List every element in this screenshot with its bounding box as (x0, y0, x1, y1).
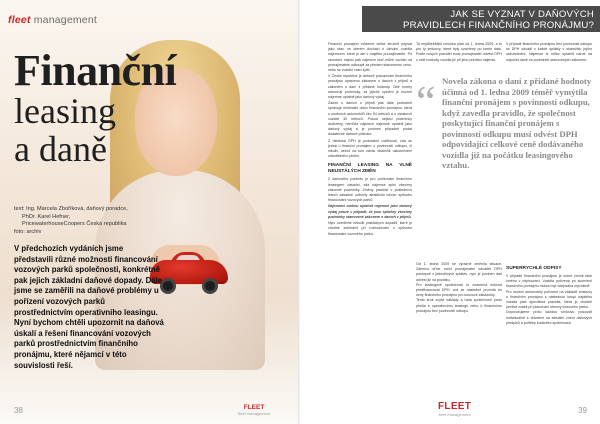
subheading: FINANČNÍ LEASING NA VLNĚ NEUSTÁLÝCH ZMĚN (328, 163, 412, 175)
text-column-3-top (506, 42, 592, 62)
page-number-right: 39 (578, 406, 587, 415)
quote-mark-icon: “ (416, 77, 436, 126)
text-column-3-lower (506, 262, 592, 326)
banner-line-2: PRAVIDLECH FINANČNÍHO PRONÁJMU? (403, 20, 594, 31)
section-brand: fleet management (8, 14, 97, 26)
page-number-left: 38 (14, 406, 23, 415)
paragraph: Pro leasingové společnosti to znamená nutnost předfinancovat DPH, což se následně promítá do ceny finančního pronájmu pro koncové zákazníky. (416, 282, 502, 298)
footer-logo-left: FLEET fleet management (238, 404, 271, 416)
paragraph: Tento krok zvýšil náklady a řada společností proto přešla k operativnímu leasingu nebo k finančnímu pronájmu bez povinnosti odkupu. (416, 298, 502, 313)
paragraph: Z daňového pohledu je pro pořizování finančním leasingem zásadní, zda nájemce splní všechny zákonné podmínky. Změny pravidel v posledních letech zásadně ovlivnily atraktivitu tohoto způsobu financování vozových parků. (328, 177, 412, 203)
paragraph: Pro osobní automobily pořízené na základě smlouvy o finančním pronájmu s následnou koupí najatého vozidla platí specifická pravidla, která je vhodné pečlivě zvážit při plánování obnovy vozového parku. (506, 289, 592, 310)
pull-quote (416, 62, 594, 256)
paragraph: Doporučujeme proto každou smlouvu posoudit individuálně s ohledem na aktuální znění daňových předpisů a potřeby konkrétní společnosti. (506, 310, 592, 325)
banner-line-1: JAK SE VYZNAT V DAŇOVÝCH (450, 9, 594, 20)
paragraph: Zákon o daních z příjmů pak dále podrobně upravuje minimální dobu finančního pronájmu, která u osobních automobilů činí 54 měsíců a u ostatních vozidel 30 měsíců. Pokud nejsou podmínky dodrženy, nemůže nájemce nájemné uplatnit jako daňový výdaj a je povinen případně podat dodatečné daňové přiznání. (328, 101, 412, 137)
article-lead: V předchozích vydáních jsme představili různé možnosti financování vozových parků společnosti, konkrétně pak jejich základní daňové dopady. Dále jsme se zaměřili na daňové problémy u pořízení vozových parků prostřednictvím operativního leasingu. Nyní bychom chtěli upozornit na daňová úskalí a řešení financování vozových parků prostřednictvím finančního pronájmu, které nějamcí v této souvislosti řeší. (14, 244, 164, 370)
text-column-1 (328, 42, 412, 238)
article-title (14, 46, 177, 169)
footer-logo-right: FLEET fleet management (438, 401, 472, 417)
paragraph: Od 1. ledna 2009 se výrazně změnila situace. Zatímco dříve mohl pronajímatel odvádět DPH postupně z jednotlivých splátek, nyní je povinen daň odvést již na počátku. (416, 262, 502, 282)
left-page (0, 0, 298, 424)
article-credits: text: Ing. Marcela Zboříková, daňový poradce, PhDr. Karel Hefner, PricewaterhouseCoopers Česká republika foto: archiv (14, 206, 128, 235)
header-banner (362, 6, 600, 32)
title-line-3: a daně (14, 128, 107, 169)
subheading: SUPERRYCHLÉ ODPISY (506, 266, 562, 271)
paragraph: Z hlediska DPH je podstatné rozlišovat, zda se jedná o finanční pronájem s povinností odkupu, či nikoliv, neboť na tom závisí okamžik uskutečnění zdanitelného plnění. (328, 138, 412, 159)
highlight-paragraph: Nájemníci mohou uplatnit nájemné jako daňový výdaj pouze v případě, že jsou splněny všechny podmínky stanovené zákonem o daních z příjmů. (328, 204, 412, 219)
paragraph: V případě finančního pronájmu bez povinnosti odkupu se DPH odvádí z každé splátky v okamžiku jejího uskutečnění. Nájemce si může uplatnit nárok na odpočet daně za podmínek stanovených zákonem. (506, 42, 592, 62)
paragraph: V případě finančního pronájmu je nutné zmínit také změnu v odpisování. Vozidla pořízená po skončení finančního pronájmu mohou být odepsána zrychleně. (506, 274, 592, 289)
paragraph: V České republice je daňové posuzování finančního pronájmu upraveno zákonem o daních z příjmů a zákonem o dani z přidané hodnoty. Obě normy stanovují podmínky, za jejichž splnění je možné nájemné uplatnit jako daňový výdaj. (328, 74, 412, 100)
paragraph: Nyní uvedeme několik praktických dopadů, které je vhodné zohlednit při rozhodování o způsobu financování vozového parku. (328, 221, 412, 236)
pull-quote-text: Novela zákona o dani z přidané hodnoty účinná od 1. ledna 2009 téměř vymýtila finanční pronájem s povinností odkupu, když zavedla pravidlo, že společnost poskytující finanční pronájem s povinností odkupu musí odvést DPH odpovídající celkové ceně dodávaného vozidla již na počátku leasingového vztahu. (442, 76, 592, 170)
title-line-2: leasing (14, 90, 116, 131)
paragraph: Finanční pronájem můžeme velice stručně popsat jako stav, ve kterém dochází k užívání vozidla nájemcem, které je ale v majetku pronajímatele. Po skončení nájmu pak nájemce buď může vozidlo od pronajímatele odkoupit za předem stanovenou cenu, nebo se vozidlo vrací zpět. (328, 42, 412, 73)
paragraph: Ta nejdůležitější novinka platí od 1. ledna 2009, a to pro ty smlouvy, které byly uzavřeny po tomto datu. Podle nových pravidel musí pronajímatel odvést DPH z celé hodnoty vozidla již při jeho předání nájemci. (416, 42, 502, 62)
title-line-1: Finanční (14, 46, 177, 95)
text-column-2-lower (416, 262, 502, 314)
text-column-2-top (416, 42, 502, 62)
